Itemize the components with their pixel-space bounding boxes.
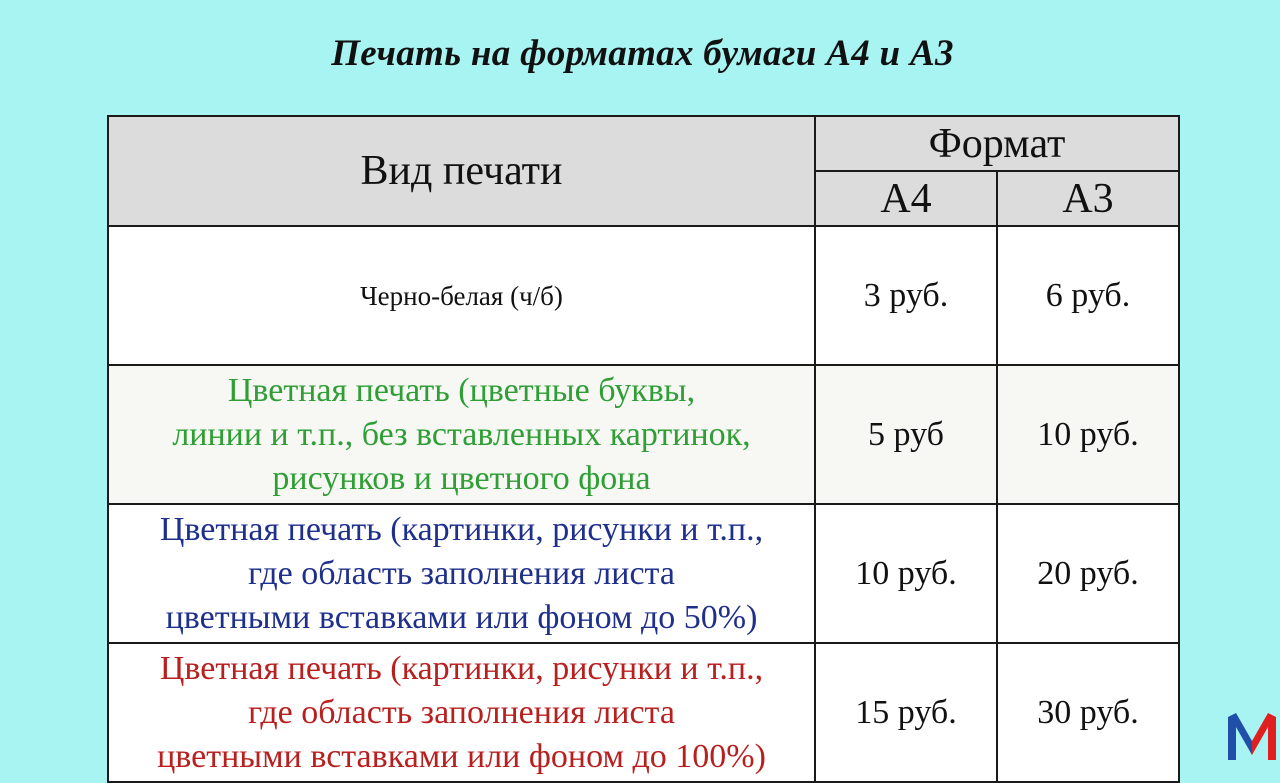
print-type-cell xyxy=(108,504,815,643)
print-type-line: рисунков и цветного фона xyxy=(272,459,651,497)
price-a3: 10 руб. xyxy=(997,365,1179,504)
table-row xyxy=(108,504,1179,643)
print-type-line: где область заполнения листа xyxy=(248,554,675,592)
m-logo-right-stroke xyxy=(1252,713,1276,760)
price-a4: 3 руб. xyxy=(815,226,997,365)
price-a3: 30 руб. xyxy=(997,643,1179,782)
price-a3: 20 руб. xyxy=(997,504,1179,643)
table-row xyxy=(108,226,1179,365)
header-a4: А4 xyxy=(815,171,997,226)
price-a4: 5 руб xyxy=(815,365,997,504)
m-logo-icon xyxy=(1226,711,1278,760)
print-type-cell xyxy=(108,643,815,782)
m-logo-left-stroke xyxy=(1228,713,1252,760)
price-table xyxy=(107,115,1180,783)
print-type-line: Цветная печать (картинки, рисунки и т.п., xyxy=(159,510,764,548)
print-type-line: линии и т.п., без вставленных картинок, xyxy=(172,415,751,453)
header-format: Формат xyxy=(815,116,1179,171)
header-print-type: Вид печати xyxy=(108,116,815,226)
print-type-line: цветными вставками или фоном до 50%) xyxy=(165,598,758,636)
print-type-line: Цветная печать (картинки, рисунки и т.п., xyxy=(159,649,764,687)
price-a3: 6 руб. xyxy=(997,226,1179,365)
table-row xyxy=(108,365,1179,504)
header-a3: А3 xyxy=(997,171,1179,226)
print-type-cell xyxy=(108,226,815,365)
page-title: Печать на форматах бумаги А4 и А3 xyxy=(331,33,954,74)
print-type-cell xyxy=(108,365,815,504)
price-a4: 15 руб. xyxy=(815,643,997,782)
print-type-line: Черно-белая (ч/б) xyxy=(360,280,563,311)
table-row xyxy=(108,643,1179,782)
print-type-line: Цветная печать (цветные буквы, xyxy=(227,371,696,409)
price-a4: 10 руб. xyxy=(815,504,997,643)
print-type-line: цветными вставками или фоном до 100%) xyxy=(157,737,766,775)
print-type-line: где область заполнения листа xyxy=(248,693,675,731)
